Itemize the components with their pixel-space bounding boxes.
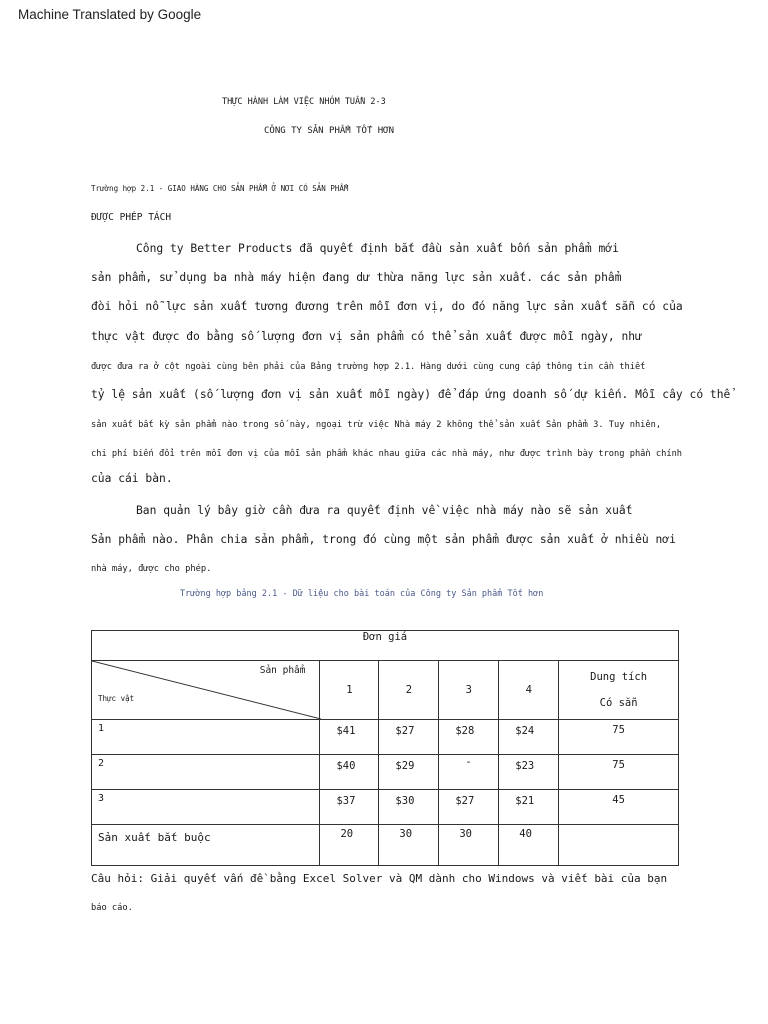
question-line: Câu hỏi: Giải quyết vấn đề bằng Excel Solver và QM dành cho Windows và viết bài của bạn <box>91 872 668 885</box>
required-cell: 30 <box>379 825 439 866</box>
case-title-continued: ĐƯỢC PHÉP TÁCH <box>91 212 172 223</box>
capacity-header-line2: Có sẵn <box>599 697 638 709</box>
table-caption: Trường hợp bảng 2.1 - Dữ liệu cho bài toán của Công ty Sản phẩm Tốt hơn <box>180 589 544 599</box>
product-header: 3 <box>439 661 499 720</box>
case-title: Trường hợp 2.1 - GIAO HÀNG CHO SẢN PHẨM Ở NƠI CÓ SẢN PHẨM <box>91 184 349 193</box>
paragraph-line: Công ty Better Products đã quyết định bắt đầu sản xuất bốn sản phẩm mới <box>136 242 619 255</box>
capacity-cell: 75 <box>559 720 679 755</box>
paragraph-line: tỷ lệ sản xuất (số lượng đơn vị sản xuất mỗi ngày) để đáp ứng doanh số dự kiến. Mỗi cây có thể <box>91 388 731 401</box>
cost-cell: $24 <box>499 720 559 755</box>
plant-axis-label: Thực vật <box>98 694 135 703</box>
header-company-title: CÔNG TY SẢN PHẨM TỐT HƠN <box>264 126 395 136</box>
capacity-header <box>559 661 679 720</box>
capacity-cell: 75 <box>559 755 679 790</box>
table-row-required <box>92 825 679 866</box>
cost-cell: $27 <box>439 790 499 825</box>
required-production-label: Sản xuất bắt buộc <box>92 825 320 866</box>
capacity-header-line1: Dung tích <box>590 671 648 683</box>
question-line: báo cáo. <box>91 903 133 913</box>
cost-cell: - <box>439 755 499 790</box>
cost-cell: $27 <box>379 720 439 755</box>
paragraph-line: sản xuất bất kỳ sản phẩm nào trong số này, ngoại trừ việc Nhà máy 2 không thể sản xuất Sản phẩm 3. Tuy nhiên, <box>91 420 662 430</box>
paragraph-line: thực vật được đo bằng số lượng đơn vị sản phẩm có thể sản xuất được mỗi ngày, như <box>91 330 642 343</box>
paragraph-line: Sản phẩm nào. Phân chia sản phẩm, trong đó cùng một sản phẩm được sản xuất ở nhiều nơi <box>91 533 676 546</box>
table-row <box>92 720 679 755</box>
table-header-row <box>92 631 679 661</box>
paragraph-line: Ban quản lý bây giờ cần đưa ra quyết định về việc nhà máy nào sẽ sản xuất <box>136 504 633 517</box>
cost-cell: $23 <box>499 755 559 790</box>
capacity-cell: 45 <box>559 790 679 825</box>
cost-cell: $21 <box>499 790 559 825</box>
unit-cost-header: Đơn giá <box>92 631 679 661</box>
cost-cell: $40 <box>320 755 379 790</box>
plant-label: 2 <box>92 755 320 790</box>
required-cell: 30 <box>439 825 499 866</box>
plant-label: 3 <box>92 790 320 825</box>
cost-cell: $37 <box>320 790 379 825</box>
paragraph-line: của cái bàn. <box>91 472 173 485</box>
product-axis-label: Sản phẩm <box>259 665 306 676</box>
paragraph-line: đòi hỏi nỗ lực sản xuất tương đương trên mỗi đơn vị, do đó năng lực sản xuất sẵn có của <box>91 300 683 313</box>
paragraph-line: được đưa ra ở cột ngoài cùng bên phải của Bảng trường hợp 2.1. Hàng dưới cùng cung cấp thông tin cần thiết <box>91 362 646 372</box>
cost-cell: $30 <box>379 790 439 825</box>
cost-cell: $29 <box>379 755 439 790</box>
paragraph-line: sản phẩm, sử dụng ba nhà máy hiện đang dư thừa năng lực sản xuất. các sản phẩm <box>91 271 622 284</box>
translation-banner: Machine Translated by Google <box>18 7 202 22</box>
required-cell: 40 <box>499 825 559 866</box>
product-header: 1 <box>320 661 379 720</box>
paragraph-line: chi phí biến đổi trên mỗi đơn vị của mỗi sản phẩm khác nhau giữa các nhà máy, như được trình bày trong phần chính <box>91 449 683 459</box>
empty-cell <box>559 825 679 866</box>
product-header: 4 <box>499 661 559 720</box>
paragraph-line: nhà máy, được cho phép. <box>91 564 212 574</box>
table-row <box>92 790 679 825</box>
cost-data-table <box>91 630 679 866</box>
cost-cell: $41 <box>320 720 379 755</box>
table-row <box>92 755 679 790</box>
required-cell: 20 <box>320 825 379 866</box>
cost-cell: $28 <box>439 720 499 755</box>
header-course-title: THỰC HÀNH LÀM VIỆC NHÓM TUẦN 2-3 <box>222 97 386 107</box>
diagonal-header-cell <box>92 661 320 720</box>
plant-label: 1 <box>92 720 320 755</box>
product-header: 2 <box>379 661 439 720</box>
table-column-header-row <box>92 661 679 720</box>
